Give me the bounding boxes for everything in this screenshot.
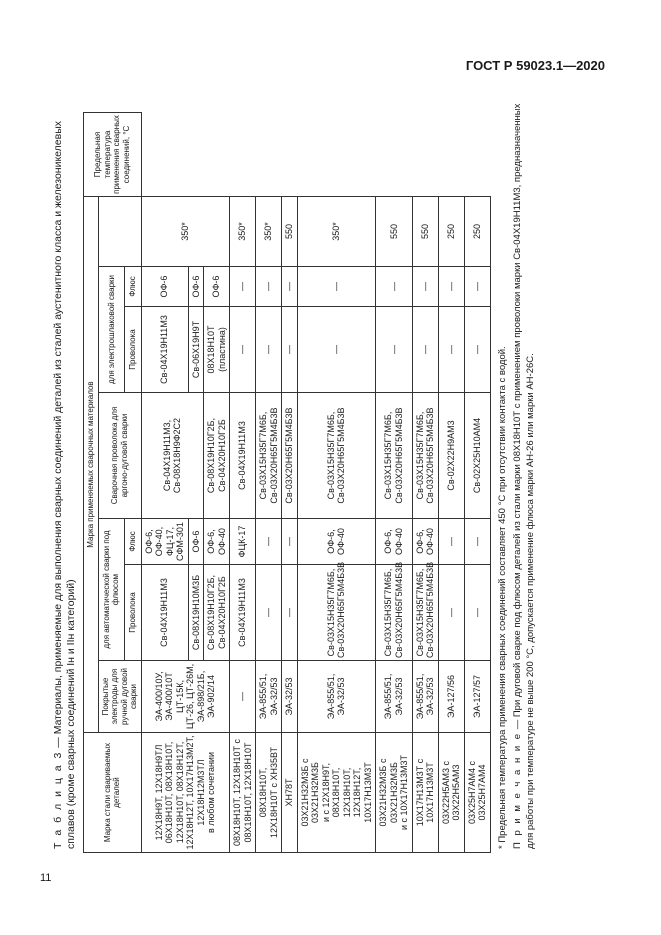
cell-es-flux: — xyxy=(376,267,413,307)
header-electroslag: для электрошлаковой сварки xyxy=(98,267,125,393)
cell-argon: Св-04Х19Н11М3, Св-08Х18Н9Ф2С2 xyxy=(141,393,204,519)
cell-argon: Св-03Х15Н35Г7М6Б, Св-03Х20Н65Г5М4Б3В xyxy=(297,393,376,519)
cell-electrode: ЭА-855/51, ЭА-32/53 xyxy=(412,661,438,733)
rotated-content xyxy=(52,93,572,853)
table-row xyxy=(412,113,438,853)
cell-electrode: ЭА-32/53 xyxy=(282,661,298,733)
cell-temp: 550 xyxy=(412,197,438,267)
cell-es-flux: ОФ-6 xyxy=(141,267,188,307)
cell-flux: — xyxy=(464,519,490,565)
cell-es-flux: — xyxy=(256,267,282,307)
cell-es-flux: — xyxy=(297,267,376,307)
table-row xyxy=(141,113,188,853)
cell-wire: Св-03Х15Н35Г7М6Б, Св-03Х20Н65Г5М4Б3В xyxy=(412,565,438,661)
cell-es-flux: — xyxy=(464,267,490,307)
table-notes xyxy=(497,93,538,849)
header-materials: Марка применяемых сварочных материалов xyxy=(84,197,99,733)
cell-argon: Св-03Х15Н35Г7М6Б, Св-03Х20Н65Г5М4Б3В xyxy=(376,393,413,519)
table-row xyxy=(230,113,256,853)
cell-wire: — xyxy=(256,565,282,661)
cell-flux: ФЦК-17 xyxy=(230,519,256,565)
cell-flux: — xyxy=(256,519,282,565)
cell-es-wire: — xyxy=(282,307,298,393)
cell-es-flux: — xyxy=(438,267,464,307)
cell-es-wire: — xyxy=(256,307,282,393)
note-label: П р и м е ч а н и е xyxy=(512,731,523,849)
cell-electrode: ЭА-855/51, ЭА-32/53 xyxy=(297,661,376,733)
header-steel-grade: Марка стали свариваемых деталей xyxy=(84,733,142,853)
cell-temp: 250 xyxy=(438,197,464,267)
header-electrode: Покрытые электроды для ручной дуговой сварки xyxy=(98,661,141,733)
cell-electrode: ЭА-127/57 xyxy=(464,661,490,733)
cell-flux: ОФ-6 xyxy=(188,519,204,565)
cell-steel: ХН78Т xyxy=(282,733,298,853)
table-row xyxy=(297,113,376,853)
cell-flux: — xyxy=(438,519,464,565)
cell-es-flux: — xyxy=(282,267,298,307)
note xyxy=(512,93,537,849)
cell-argon: Св-03Х15Н35Г7М6Б, Св-03Х20Н65Г5М4Б3В xyxy=(256,393,282,519)
cell-flux: ОФ-6, ОФ-40 xyxy=(412,519,438,565)
cell-wire: Св-03Х15Н35Г7М6Б, Св-03Х20Н65Г5М4Б3В xyxy=(376,565,413,661)
table-row xyxy=(282,113,298,853)
cell-argon: Св-02Х25Н10АМ4 xyxy=(464,393,490,519)
cell-argon: Св-04Х19Н11М3 xyxy=(230,393,256,519)
header-flux: Флюс xyxy=(125,519,141,565)
cell-steel: 03Х22Н5АМ3 с 03Х22Н5АМ3 xyxy=(438,733,464,853)
footnote: * Предельная температура применения сварных соединений составляет 450 °С при отсутствии контакта с водой. xyxy=(496,346,508,849)
header-wire: Проволока xyxy=(125,565,141,661)
cell-wire: — xyxy=(464,565,490,661)
page-number: 11 xyxy=(40,872,52,884)
cell-wire: Св-03Х15Н35Г7М6Б, Св-03Х20Н65Г5М4Б3В xyxy=(297,565,376,661)
cell-electrode: ЭА-127/56 xyxy=(438,661,464,733)
cell-es-wire: Св-04Х19Н11М3 xyxy=(141,307,188,393)
cell-wire: Св-04Х19Н11М3 xyxy=(230,565,256,661)
cell-wire: — xyxy=(282,565,298,661)
cell-steel: 03Х21Н32М3Б с 03Х21Н32М3Б и с 12Х18Н9Т, 08Х18Н10Т, 12Х18Н10Т, 12Х18Н12Т, 10Х17Н13М3Т xyxy=(297,733,376,853)
cell-temp: 250 xyxy=(464,197,490,267)
cell-argon: Св-03Х20Н65Г5М4Б3В xyxy=(282,393,298,519)
cell-flux: ОФ-6, ОФ-40 xyxy=(376,519,413,565)
cell-es-wire: — xyxy=(464,307,490,393)
table-row xyxy=(438,113,464,853)
cell-argon: Св-02Х22Н9АМ3 xyxy=(438,393,464,519)
cell-wire: Св-04Х19Н11М3 xyxy=(141,565,188,661)
cell-flux: ОФ-6, ОФ-40, ФЦ-17, СФМ-301 xyxy=(141,519,188,565)
header-temperature: Предельная температура применения сварных соединений, °С xyxy=(84,113,142,197)
cell-steel: 08Х18Н10Т, 12Х18Н10Т с 08Х18Н10Т, 12Х18Н10Т xyxy=(230,733,256,853)
table-caption xyxy=(52,93,78,849)
cell-steel: 03Х25Н7АМ4 с 03Х25Н7АМ4 xyxy=(464,733,490,853)
cell-flux: — xyxy=(282,519,298,565)
header-es-wire: Проволока xyxy=(125,307,141,393)
cell-es-wire: — xyxy=(230,307,256,393)
cell-temp: 550 xyxy=(282,197,298,267)
header-es-flux: Флюс xyxy=(125,267,141,307)
note-text: — При дуговой сварке под флюсом деталей из стали марки 08Х18Н10Т с применением проволоки марки Св-04Х19Н11М3, предназначенных для работы при температуре не выше 200 °С, допускается применение флюса марки АН-26 или марки АН-26С. xyxy=(512,103,536,849)
materials-table xyxy=(83,112,491,853)
cell-argon: Св-03Х15Н35Г7М6Б, Св-03Х20Н65Г5М4Б3В xyxy=(412,393,438,519)
table-row xyxy=(376,113,413,853)
cell-temp: 550 xyxy=(376,197,413,267)
cell-es-wire: — xyxy=(376,307,413,393)
cell-electrode: ЭА-855/51, ЭА-32/53 xyxy=(256,661,282,733)
cell-electrode: — xyxy=(230,661,256,733)
cell-steel: 03Х21Н32М3Б с 03Х21Н32М3Б и с 10Х17Н13М3Т xyxy=(376,733,413,853)
cell-es-wire: — xyxy=(297,307,376,393)
cell-temp: 350* xyxy=(230,197,256,267)
table-row xyxy=(256,113,282,853)
table-label: Т а б л и ц а 3 xyxy=(52,750,64,849)
cell-temp: 350* xyxy=(256,197,282,267)
cell-electrode: ЭА-400/10У, ЭА-400/10Т ЦТ-15К, ЦТ-26, ЦТ-26М, ЭА-898/21Б, ЭА-902/14 xyxy=(141,661,230,733)
cell-wire: Св-08Х19Н10М3Б xyxy=(188,565,204,661)
table-row xyxy=(464,113,490,853)
cell-es-flux: ОФ-6 xyxy=(188,267,204,307)
cell-es-wire: 08Х18Н10Т (пластина) xyxy=(204,307,230,393)
header-argon-wire: Сварочная проволока для аргоно-дуговой сварки xyxy=(98,393,141,519)
cell-steel: 12Х18Н9Т, 12Х18Н9ТЛ 06Х18Н10Т, 08Х18Н10Т, 12Х18Н10Т, 08Х18Н12Т, 12Х18Н12Т, 10Х17Н13М2Т, 12Х18Н12М3ТЛ в любом сочетании xyxy=(141,733,230,853)
cell-es-flux: — xyxy=(412,267,438,307)
cell-es-wire: — xyxy=(438,307,464,393)
cell-wire: — xyxy=(438,565,464,661)
cell-es-wire: Св-06Х19Н9Т xyxy=(188,307,204,393)
cell-es-flux: ОФ-6 xyxy=(204,267,230,307)
cell-flux: ОФ-6, ОФ-40 xyxy=(297,519,376,565)
table-title: — Материалы, применяемые для выполнения сварных соединений деталей из сталей аустенитного класса и железоникелевых сплавов (кроме сварных соединений Iн и IIн категорий) xyxy=(52,120,77,849)
standard-code: ГОСТ Р 59023.1—2020 xyxy=(465,58,605,73)
cell-es-wire: — xyxy=(412,307,438,393)
cell-es-flux: — xyxy=(230,267,256,307)
cell-steel: 10Х17Н13М3Т с 10Х17Н13М3Т xyxy=(412,733,438,853)
cell-wire: Св-08Х19Н10Г2Б, Св-04Х20Н10Г2Б xyxy=(204,565,230,661)
header-auto-flux: для автоматической сварки под флюсом xyxy=(98,519,125,661)
cell-argon: Св-08Х19Н10Г2Б, Св-04Х20Н10Г2Б xyxy=(204,393,230,519)
cell-electrode: ЭА-855/51, ЭА-32/53 xyxy=(376,661,413,733)
cell-temp: 350* xyxy=(297,197,376,267)
cell-flux: ОФ-6, ОФ-40 xyxy=(204,519,230,565)
cell-temp: 350* xyxy=(141,197,230,267)
cell-steel: 08Х18Н10Т, 12Х18Н10Т с ХН35ВТ xyxy=(256,733,282,853)
